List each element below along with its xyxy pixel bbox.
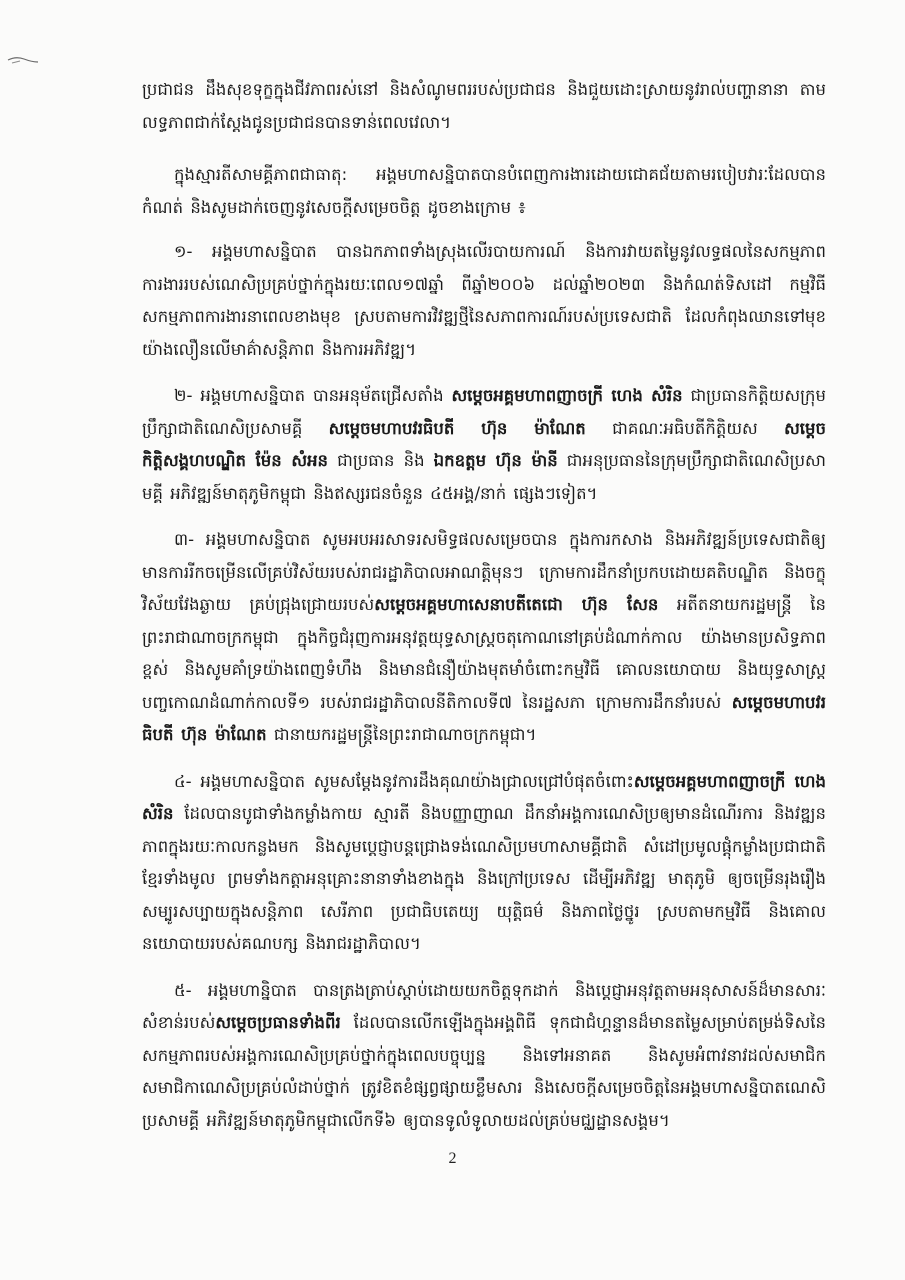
text-run: ជាគណៈអធិបតីកិត្តិយស bbox=[585, 418, 785, 438]
bold-name: សម្តេចកិត្តិសង្គហបណ្ឌិត ម៉ែន សំអន bbox=[142, 418, 826, 470]
decision-1-paragraph: ១- អង្គមហាសន្និបាត បានឯកភាពទាំងស្រុងលើរបាយការណ៍ និងការវាយតម្លៃនូវលទ្ធផលនៃសកម្មភាពការងាររបស់ណេសិប្រគ្រប់ថ្នាក់ក្នុងរយៈពេល១៧ឆ្នាំ ពីឆ្នាំ២០០៦ ដល់ឆ្នាំ២០២៣ និងកំណត់ទិសដៅ កម្មវិធី សកម្មភាពការងារនាពេលខាងមុខ ស្របតាមការវិវឌ្ឍថ្មីនៃសភាពការណ៍របស់ប្រទេសជាតិ ដែលកំពុងឈានទៅមុខយ៉ាងលឿនលើមាគ៌ាសន្តិភាព និងការអភិវឌ្ឍ។ bbox=[142, 242, 826, 359]
bold-name: សម្តេចអគ្គមហាសេនាបតីតេជោ ហ៊ុន សែន bbox=[374, 595, 659, 614]
intro-paragraph: ប្រជាជន ដឹងសុខទុក្ខក្នុងជីវភាពរស់នៅ និងសំណូមពររបស់ប្រជាជន និងជួយដោះស្រាយនូវរាល់បញ្ហានានា តាមលទ្ធភាពជាក់ស្តែងជូនប្រជាជនបានទាន់ពេលវេលា។ bbox=[142, 80, 826, 132]
scan-artifact-mark bbox=[6, 50, 40, 66]
text-run: ជាអនុប្រធាននៃក្រុមប្រឹក្សាជាតិណេសិប្រសាមគ្គី អភិវឌ្ឍន៍មាតុភូមិកម្ពុជា និងឥស្សរជនចំនួន ៤៥អង្គ/នាក់ ផ្សេងៗទៀត។ bbox=[142, 451, 826, 503]
decision-3-paragraph bbox=[142, 524, 826, 752]
text-run: ២- អង្គមហាសន្និបាត បានអនុម័តជ្រើសតាំង bbox=[174, 386, 452, 405]
bold-name: សម្តេចអគ្គមហាពញាចក្រី ហេង សំរិន bbox=[142, 771, 826, 823]
text-run: ៥- អង្គមហាន្និបាត បានត្រងត្រាប់ស្តាប់ដោយយកចិត្តទុកដាក់ និងប្តេជ្ញាអនុវត្តតាមអនុសាសន៍ដ៏មានសារៈសំខាន់របស់ bbox=[142, 980, 826, 1032]
bold-name: សម្តេចប្រធានទាំងពីរ bbox=[215, 1013, 341, 1032]
preamble-paragraph: ក្នុងស្មារតីសាមគ្គីភាពជាធាតុ: អង្គមហាសន្និបាតបានបំពេញការងារដោយជោគជ័យតាមរបៀបវារៈដែលបានកំណត់ និងសូមដាក់ចេញនូវសេចក្តីសម្រេចចិត្ត ដូចខាងក្រោម ៖ bbox=[142, 165, 826, 217]
decision-5-paragraph bbox=[142, 975, 826, 1138]
bold-name: សម្តេចអគ្គមហាពញាចក្រី ហេង សំរិន bbox=[451, 386, 683, 405]
text-run: ដែលបានលើកឡើងក្នុងអង្គពិធី ទុកជាជំហ្គន្ទានដ៏មានតម្លៃសម្រាប់តម្រង់ទិសនៃសកម្មភាពរបស់អង្គការណេសិប្រគ្រប់ថ្នាក់ក្នុងពេលបច្ចុប្បន្ន និងទៅអនាគត និងសូមអំពាវនាវដល់សមាជិក សមាជិកាណេសិប្រគ្រប់លំដាប់ថ្នាក់ ត្រូវខិតខំផ្សព្វផ្សាយខ្លឹមសារ និងសេចក្តីសម្រេចចិត្តនៃអង្គមហាសន្និបាតណេសិប្រសាមគ្គី អភិវឌ្ឍន៍មាតុភូមិកម្ពុជាលើកទី៦ ឲ្យបានទូលំទូលាយដល់គ្រប់មជ្ឈដ្ឋានសង្គម។ bbox=[142, 1013, 826, 1130]
bold-name: សម្តេចមហាបវរធិបតី ហ៊ុន ម៉ាណែត bbox=[142, 692, 826, 744]
decision-2-paragraph bbox=[142, 380, 826, 510]
text-run: ៣- អង្គមហាសន្និបាត សូមអបអរសាទរសមិទ្ធផលសម្រេចបាន ក្នុងការកសាង និងអភិវឌ្ឍន៍ប្រទេសជាតិឲ្យមានការរីកចម្រើនលើគ្រប់វិស័យរបស់រាជរដ្ឋាភិបាលអាណត្តិមុនៗ ក្រោមការដឹកនាំប្រកបដោយគតិបណ្ឌិត និងចក្ខុវិស័យវែងឆ្ងាយ គ្រប់ជ្រុងជ្រោយរបស់ bbox=[142, 530, 826, 614]
page-number: 2 bbox=[448, 1150, 457, 1167]
document-body bbox=[142, 74, 826, 1137]
bold-name: សម្តេចមហាបវរធិបតី ហ៊ុន ម៉ាណែត bbox=[328, 418, 586, 438]
bold-name: ឯកឧត្តម ហ៊ុន ម៉ានី bbox=[433, 451, 558, 470]
text-run: ដែលបានបូជាទាំងកម្លាំងកាយ ស្មារតី និងបញ្ញាញាណ ដឹកនាំអង្គការណេសិប្រឲ្យមានដំណើរការ និងវឌ្ឍនភាពក្នុងរយៈកាលកន្លងមក និងសូមប្តេជ្ញាបន្តជ្រោងទង់ណេសិប្រមហាសាមគ្គីជាតិ សំដៅប្រមូលផ្តុំកម្លាំងប្រជាជាតិខ្មែរទាំងមូល ព្រមទាំងកត្តាអនុគ្រោះនានាទាំងខាងក្នុង និងក្រៅប្រទេស ដើម្បីអភិវឌ្ឍ មាតុភូមិ ឲ្យចម្រើនរុងរឿង សម្បូរសប្បាយក្នុងសន្តិភាព សេរីភាព ប្រជាធិបតេយ្យ យុត្តិធម៌ និងភាពថ្លៃថ្នូរ ស្របតាមកម្មវិធី និងគោលនយោបាយរបស់គណបក្ស និងរាជរដ្ឋាភិបាល។ bbox=[142, 804, 826, 953]
text-run: ជាប្រធាន និង bbox=[328, 451, 434, 470]
text-run: អតីតនាយករដ្ឋមន្ត្រី នៃព្រះរាជាណាចក្រកម្ពុជា ក្នុងកិច្ចជំរុញការអនុវត្តយុទ្ធសាស្ត្រចតុកោណនៅគ្រប់ដំណាក់កាល យ៉ាងមានប្រសិទ្ធភាពខ្ពស់ និងសូមគាំទ្រយ៉ាងពេញទំហឹង និងមានជំនឿយ៉ាងមុតមាំចំពោះកម្មវិធី គោលនយោបាយ និងយុទ្ធសាស្ត្របញ្ចកោណដំណាក់កាលទី១ របស់រាជរដ្ឋាភិបាលនីតិកាលទី៧ នៃរដ្ឋសភា ក្រោមការដឹកនាំរបស់ bbox=[142, 595, 826, 712]
text-run: ៤- អង្គមហាសន្និបាត សូមសម្តែងនូវការដឹងគុណយ៉ាងជ្រាលជ្រៅបំផុតចំពោះ bbox=[174, 771, 634, 791]
text-run: ជាប្រធានកិត្តិយសក្រុមប្រឹក្សាជាតិណេសិប្រសាមគ្គី bbox=[142, 386, 826, 438]
decision-4-paragraph bbox=[142, 766, 826, 961]
text-run: ជានាយករដ្ឋមន្ត្រីនៃព្រះរាជាណាចក្រកម្ពុជា។ bbox=[266, 725, 537, 744]
